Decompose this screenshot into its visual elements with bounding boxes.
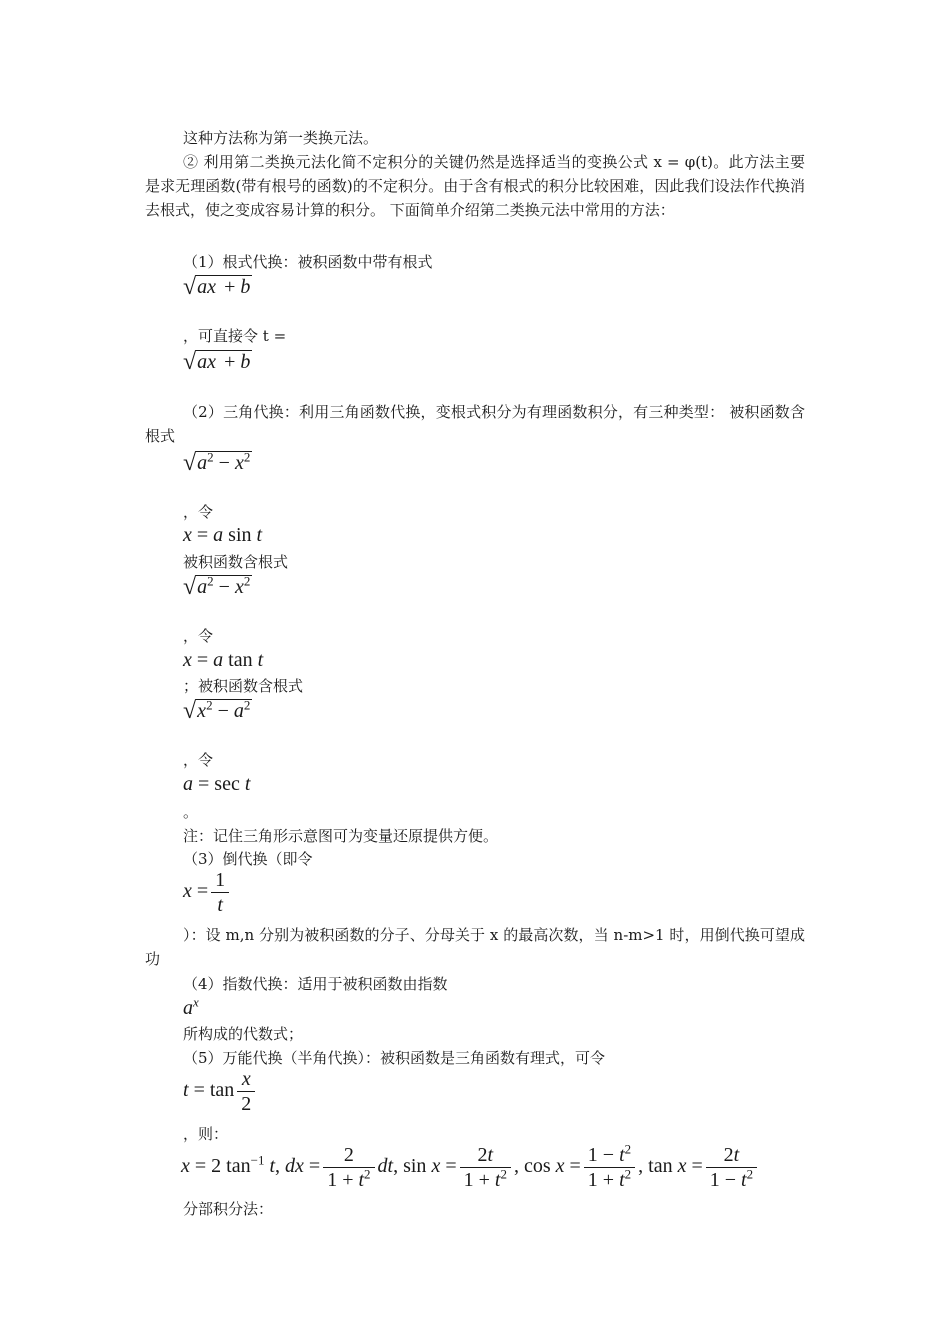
comma-let-2: ，令 (183, 627, 214, 645)
triangle-note: 注：记住三角形示意图可为变量还原提供方便。 (183, 827, 499, 845)
formula-sqrt-x2-minus-a2: $√x^2 - a^2$ (183, 697, 251, 724)
exponential-rest-text: 所构成的代数式； (183, 1025, 304, 1043)
formula-t-equals-tan-half-x: t = tan $\frac{x}{2}$ (183, 1067, 258, 1116)
comma-let-1: ，令 (183, 503, 214, 521)
formula-sqrt-a2-minus-x2: $√a^2 - x^2$ (183, 449, 251, 476)
reciprocal-substitution-heading: （3）倒代换（即令 (183, 850, 313, 868)
radical-case-3-text: ；被积函数含根式 (183, 677, 304, 695)
para-second-substitution: ② 利用第二类换元法化简不定积分的关键仍然是选择适当的变换公式 x = φ(t)。此方法主要是求无理函数(带有根号的函数)的不定积分。由于含有根式的积分比较困难，因此我们设法作代换消去根式，使之变成容易计算的积分。 下面简单介绍第二类换元法中常用的方法： (145, 153, 805, 219)
formula-a-equals-sec-t: a = sec t (183, 773, 251, 795)
universal-substitution-heading: （5）万能代换（半角代换）：被积函数是三角函数有理式，可令 (183, 1049, 606, 1067)
integration-by-parts-heading: 分部积分法： (183, 1200, 274, 1218)
formula-x-equals-1-over-t: x = $\frac{1}{t}$ (183, 868, 232, 917)
trig-substitution-heading: （2）三角代换：利用三角函数代换，变根式积分为有理函数积分，有三种类型： 被积函数含根式 (145, 403, 805, 445)
trig-period: 。 (183, 803, 199, 821)
formula-a-to-the-x: $a^x$ (183, 994, 199, 1019)
radical-case-2-text: 被积函数含根式 (183, 553, 289, 571)
direct-let-text: ，可直接令 t = (183, 327, 287, 345)
formula-universal-substitution-results: x = 2 $\tan^{-1} t$, dx = $\frac{2}{1 + t^2}$ dt, sin x = $\frac{2t}{1 + t^2}$ , cos x = $\frac{1 - t^2}{1 + t^2}$ , tan x = $\frac{2t}{1 - t^2}$ (181, 1143, 760, 1192)
then-text: ，则： (183, 1125, 229, 1143)
formula-sqrt-ax-plus-b-2: √ax + b (183, 349, 251, 375)
formula-sqrt-ax-plus-b: √ax + b (183, 274, 251, 300)
para-first-substitution: 这种方法称为第一类换元法。 (183, 129, 379, 147)
formula-sqrt-a2-minus-x2-2: $√a^2 - x^2$ (183, 573, 251, 600)
comma-let-3: ，令 (183, 751, 214, 769)
exponential-substitution-heading: （4）指数代换：适用于被积函数由指数 (183, 975, 448, 993)
formula-x-equals-a-tan-t: x = a tan t (183, 649, 264, 671)
radical-substitution-heading: （1）根式代换：被积函数中带有根式 (183, 253, 433, 271)
formula-x-equals-a-sin-t: x = a sin t (183, 524, 263, 546)
reciprocal-condition-text: ）：设 m,n 分别为被积函数的分子、分母关于 x 的最高次数，当 n-m>1 时，用倒代换可望成功 (145, 926, 805, 968)
